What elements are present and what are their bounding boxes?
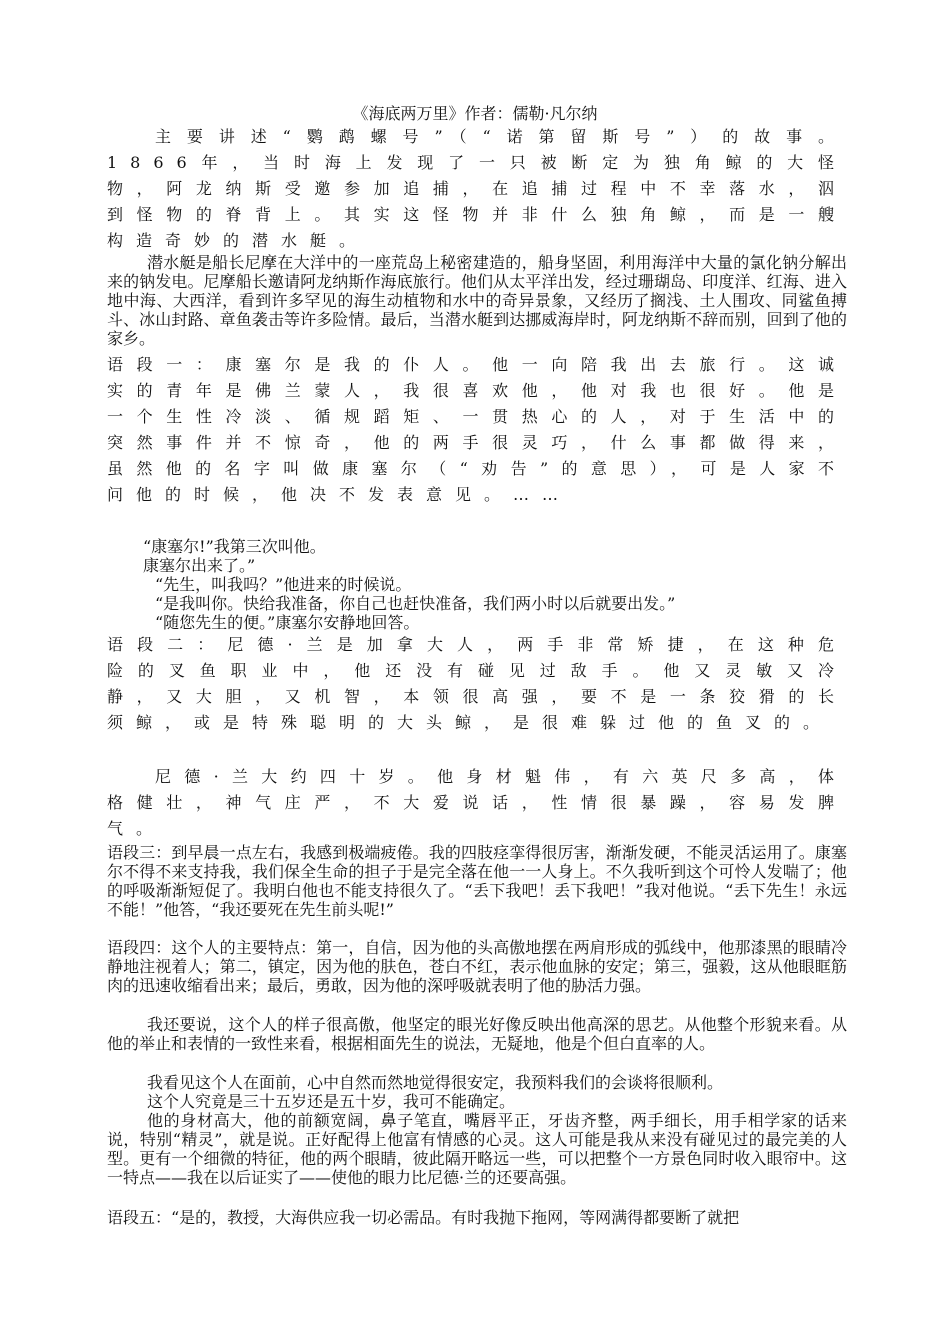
document-title: 《海底两万里》作者：儒勒·凡尔纳: [352, 104, 598, 123]
segment-two-second-paragraph: 尼德·兰大约四十岁。他身材魁伟，有六英尺多高，体格健壮，神气庄严，不大爱说话，性情很暴躁，容易发脾气。: [107, 767, 847, 838]
segment-four-paragraph-3: 我看见这个人在面前，心中自然而然地觉得很安定，我预料我们的会谈将很顺利。: [147, 1073, 724, 1092]
segment-two-paragraph: 语段二：尼德·兰是加拿大人，两手非常矫捷，在这种危险的叉鱼职业中，他还没有碰见过敌手。他又灵敏又冷静，又大胆，又机智，本领很高强，要不是一条狡猾的长须鲸，或是特殊聪明的大头鲸，是很难躲过他的鱼叉的。: [107, 635, 847, 732]
segment-four-paragraph-2: 我还要说，这个人的样子很高傲，他坚定的眼光好像反映出他高深的思艺。从他整个形貌来看。从他的举止和表情的一致性来看，根据相面先生的说法，无疑地，他是个但白直率的人。: [107, 1015, 847, 1053]
segment-one-paragraph: 语段一：康塞尔是我的仆人。他一向陪我出去旅行。这诚实的青年是佛兰蒙人，我很喜欢他，他对我也很好。他是一个生性冷淡、循规蹈矩、一贯热心的人，对于生活中的突然事件并不惊奇，他的两手很灵巧，什么事都做得来，虽然他的名字叫做康塞尔（“劝告”的意思），可是人家不问他的时候，他决不发表意见。……: [107, 355, 847, 504]
dialogue-line: 康塞尔出来了。”: [143, 556, 256, 575]
dialogue-line: “随您先生的便。”康塞尔安静地回答。: [155, 613, 420, 632]
segment-five-paragraph: 语段五：“是的，教授，大海供应我一切必需品。有时我抛下拖网，等网满得都要断了就把: [107, 1208, 740, 1227]
dialogue-line: “先生，叫我吗？”他进来的时候说。: [155, 575, 412, 594]
dialogue-line: “康塞尔!”我第三次叫他。: [143, 537, 326, 556]
dialogue-line: “是我叫你。快给我准备，你自己也赶快准备，我们两小时以后就要出发。”: [155, 594, 676, 613]
segment-four-paragraph-5: 他的身材高大，他的前额宽阔，鼻子笔直，嘴唇平正，牙齿齐整，两手细长，用手相学家的话来说，特别“精灵”，就是说。正好配得上他富有情感的心灵。这人可能是我从来没有碰见过的最完美的人型。更有一个细微的特征，他的两个眼睛，彼此隔开略远一些，可以把整个一方景色同时收入眼帘中。这一特点——我在以后证实了——使他的眼力比尼德·兰的还要高强。: [107, 1111, 847, 1187]
segment-four-paragraph: 语段四：这个人的主要特点：第一，自信，因为他的头高傲地摆在两肩形成的弧线中，他那漆黑的眼睛冷静地注视着人；第二，镇定，因为他的肤色，苍白不红，表示他血脉的安定；第三，强毅，这从他眼眶筋肉的迅速收缩看出来；最后，勇敢，因为他的深呼吸就表明了他的胁活力强。: [107, 938, 847, 995]
summary-dense-paragraph: 潜水艇是船长尼摩在大洋中的一座荒岛上秘密建造的，船身坚固，利用海洋中大量的氯化钠分解出来的钠发电。尼摩船长邀请阿龙纳斯作海底旅行。他们从太平洋出发，经过珊瑚岛、印度洋、红海、进入地中海、大西洋，看到许多罕见的海生动植物和水中的奇异景象，又经历了搁浅、土人围攻、同鲨鱼搏斗、冰山封路、章鱼袭击等许多险情。最后，当潜水艇到达挪威海岸时，阿龙纳斯不辞而别，回到了他的家乡。: [107, 253, 847, 348]
segment-four-paragraph-4: 这个人究竟是三十五岁还是五十岁，我可不能确定。: [147, 1092, 516, 1111]
summary-wide-paragraph: 主要讲述“鹦鹉螺号”（“诺第留斯号”）的故事。1866年，当时海上发现了一只被断定为独角鲸的大怪物，阿龙纳斯受邀参加追捕，在追捕过程中不幸落水，泅到怪物的脊背上。其实这怪物并非什么独角鲸，而是一艘构造奇妙的潜水艇。: [107, 127, 847, 250]
segment-three-paragraph: 语段三：到早晨一点左右，我感到极端疲倦。我的四肢痉挛得很厉害，渐渐发硬，不能灵活运用了。康塞尔不得不来支持我，我们保全生命的担子于是完全落在他一一人身上。不久我听到这个可怜人发喘了；他的呼吸渐渐短促了。我明白他也不能支持很久了。“丢下我吧！丢下我吧！”我对他说。“丢下先生！永远不能！”他答，“我还要死在先生前头呢!”: [107, 843, 847, 919]
